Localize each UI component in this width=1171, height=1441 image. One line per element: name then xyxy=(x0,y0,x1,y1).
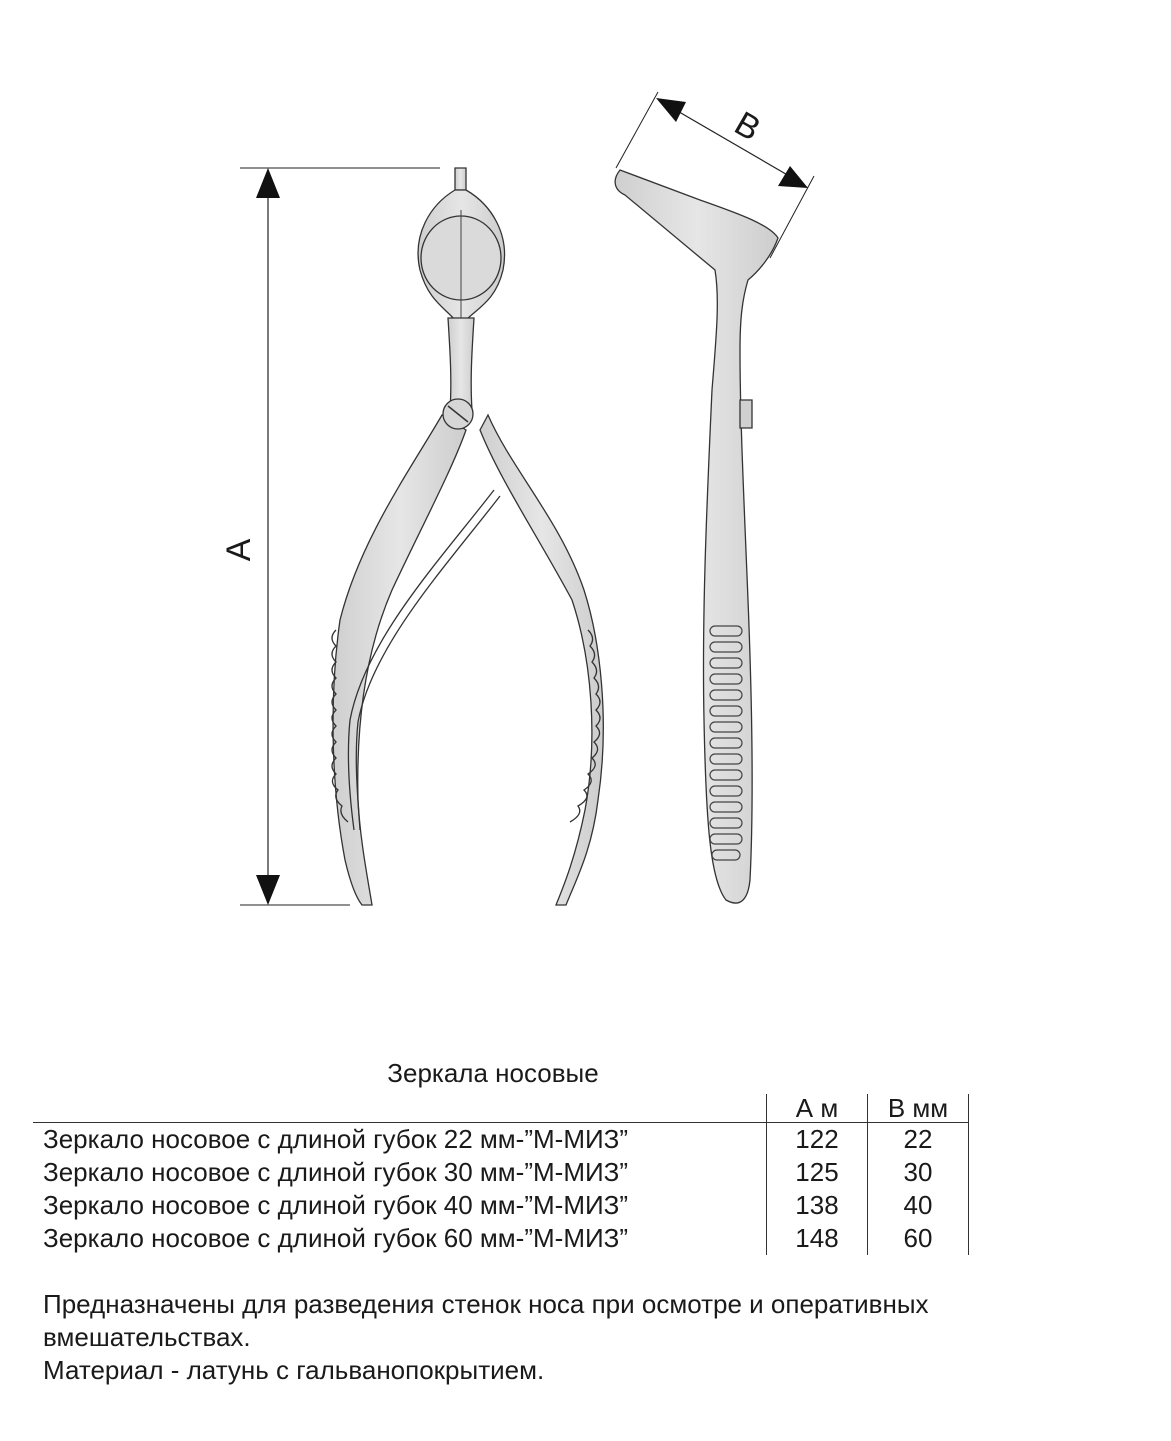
row-name: Зеркало носовое с длиной губок 30 мм-”М-МИЗ” xyxy=(43,1157,629,1187)
description xyxy=(43,1288,1143,1387)
row-a: 138 xyxy=(767,1189,868,1222)
spec-table xyxy=(33,1094,969,1255)
header-b: В мм xyxy=(868,1094,969,1123)
row-name: Зеркало носовое с длиной губок 22 мм-”М-МИЗ” xyxy=(43,1124,629,1154)
row-name: Зеркало носовое с длиной губок 40 мм-”М-МИЗ” xyxy=(43,1190,629,1220)
table-row xyxy=(33,1156,969,1189)
dimension-b-label: В xyxy=(728,104,767,149)
row-a: 122 xyxy=(767,1123,868,1157)
arrow-right-icon xyxy=(778,166,808,188)
header-name xyxy=(33,1094,767,1123)
table-row xyxy=(33,1123,969,1157)
dimension-a-label: А xyxy=(220,538,258,562)
row-b: 30 xyxy=(868,1156,969,1189)
arrow-down-icon xyxy=(256,875,280,905)
speculum-front-view xyxy=(332,168,603,905)
speculum-side-view xyxy=(615,170,778,903)
table-header-row xyxy=(33,1094,969,1123)
header-a: А м xyxy=(767,1094,868,1123)
row-b: 40 xyxy=(868,1189,969,1222)
row-name: Зеркало носовое с длиной губок 60 мм-”М-МИЗ” xyxy=(43,1223,629,1253)
table-title: Зеркала носовые xyxy=(387,1058,599,1088)
material-text: Материал - латунь с гальванопокрытием. xyxy=(43,1355,545,1385)
arrow-up-icon xyxy=(256,168,280,198)
table-row xyxy=(33,1189,969,1222)
arrow-left-icon xyxy=(656,98,686,122)
row-b: 60 xyxy=(868,1222,969,1255)
table-row xyxy=(33,1222,969,1255)
row-a: 125 xyxy=(767,1156,868,1189)
row-a: 148 xyxy=(767,1222,868,1255)
purpose-text: Предназначены для разведения стенок носа при осмотре и оперативных вмешательствах. xyxy=(43,1289,929,1352)
row-b: 22 xyxy=(868,1123,969,1157)
